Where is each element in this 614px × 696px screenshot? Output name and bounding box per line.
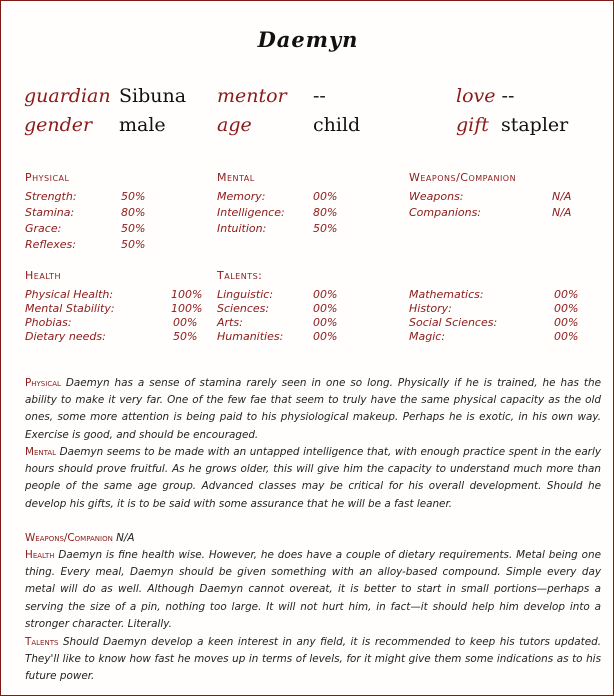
stat-row: Humanities: 00% [217, 330, 338, 343]
health-heading: Health [25, 269, 62, 282]
paragraph-tag: Physical [25, 377, 61, 389]
stat-row: Phobias: 00% [25, 316, 198, 329]
gift-row [456, 114, 568, 136]
stat-row: Stamina: 80% [25, 206, 146, 219]
paragraph-tag: Mental [25, 446, 57, 458]
stat-row: Linguistic: 00% [217, 288, 338, 301]
paragraph-tag: Talents [25, 636, 59, 648]
stat-row: Intelligence: 80% [217, 206, 338, 219]
gender-value: male [119, 114, 166, 136]
gift-label: gift [456, 114, 489, 136]
mentor-row [217, 85, 326, 107]
stat-row: Companions: N/A [409, 206, 572, 219]
mentor-value: -- [313, 85, 326, 107]
weapons-heading: Weapons/Companion [409, 171, 517, 184]
physical-paragraph: Physical Daemyn has a sense of stamina rarely seen in one so long. Physically if he is trained, he has the ability to make it very far. One of the few fae that seem to truly have the same physical capacity as the old ones, some more attention is being paid to his physiological makeup. Perhaps he is exotic, in his own way. Exercise is good, and should be encouraged. [25, 377, 601, 441]
stat-row: Magic: 00% [409, 330, 579, 343]
love-row [456, 85, 514, 107]
stat-row: Weapons: N/A [409, 190, 572, 203]
stat-row: Memory: 00% [217, 190, 338, 203]
mental-heading: Mental [217, 171, 255, 184]
talents-paragraph: Talents Should Daemyn develop a keen interest in any field, it is recommended to keep his tutors updated. They'll like to know how fast he moves up in terms of levels, for it might give them some indications as to his future power. [25, 636, 601, 683]
stat-row: Mental Stability: 100% [25, 302, 203, 315]
stat-row: Mathematics: 00% [409, 288, 579, 301]
paragraph-tag: Weapons/Companion [25, 532, 113, 544]
gift-value: stapler [500, 114, 569, 136]
health-paragraph: Health Daemyn is fine health wise. However, he does have a couple of dietary requirements. Metal being one thing. Every meal, Daemyn should be given something with an alloy-based compound. Simple every day metal will do as well. Although Daemyn cannot overeat, it is better to start in small portions—perhaps a serving the size of a pin, nothing too large. It will not hurt him, in fact—it should help him develop into a stronger character. Literally. [25, 549, 601, 630]
age-label: age [217, 114, 252, 136]
stat-row: Intuition: 50% [217, 222, 338, 235]
page-title: Daemyn [257, 27, 359, 52]
guardian-label: guardian [24, 85, 111, 107]
stat-row: Dietary needs: 50% [25, 330, 198, 343]
stat-row: Grace: 50% [25, 222, 146, 235]
age-row [217, 114, 361, 136]
gender-label: gender [24, 114, 93, 136]
weapons-paragraph: Weapons/Companion N/A [25, 532, 135, 544]
talents-heading: Talents: [217, 269, 263, 282]
age-value: child [313, 114, 361, 136]
love-label: love [456, 85, 496, 107]
guardian-value: Sibuna [119, 85, 187, 107]
stat-row: Social Sciences: 00% [409, 316, 579, 329]
love-value: -- [501, 85, 515, 107]
mental-paragraph: Mental Daemyn seems to be made with an untapped intelligence that, with enough practice spent in the early hours should prove fruitful. As he grows older, this will give him the capacity to understand much more than people of the same age group. Advanced classes may be critical for his overall development. Should he develop his gifts, it is to be said with some assurance that he will be a fast leaner. [25, 446, 601, 510]
physical-heading: Physical [25, 171, 70, 184]
stat-row: Physical Health: 100% [25, 288, 203, 301]
stat-row: History: 00% [409, 302, 579, 315]
stat-row: Sciences: 00% [217, 302, 338, 315]
paragraph-tag: Health [25, 549, 55, 561]
mentor-label: mentor [217, 85, 287, 107]
stat-row: Reflexes: 50% [25, 238, 146, 251]
gender-row [24, 114, 166, 136]
guardian-row [24, 85, 187, 107]
stat-row: Arts: 00% [217, 316, 338, 329]
stat-row: Strength: 50% [25, 190, 146, 203]
